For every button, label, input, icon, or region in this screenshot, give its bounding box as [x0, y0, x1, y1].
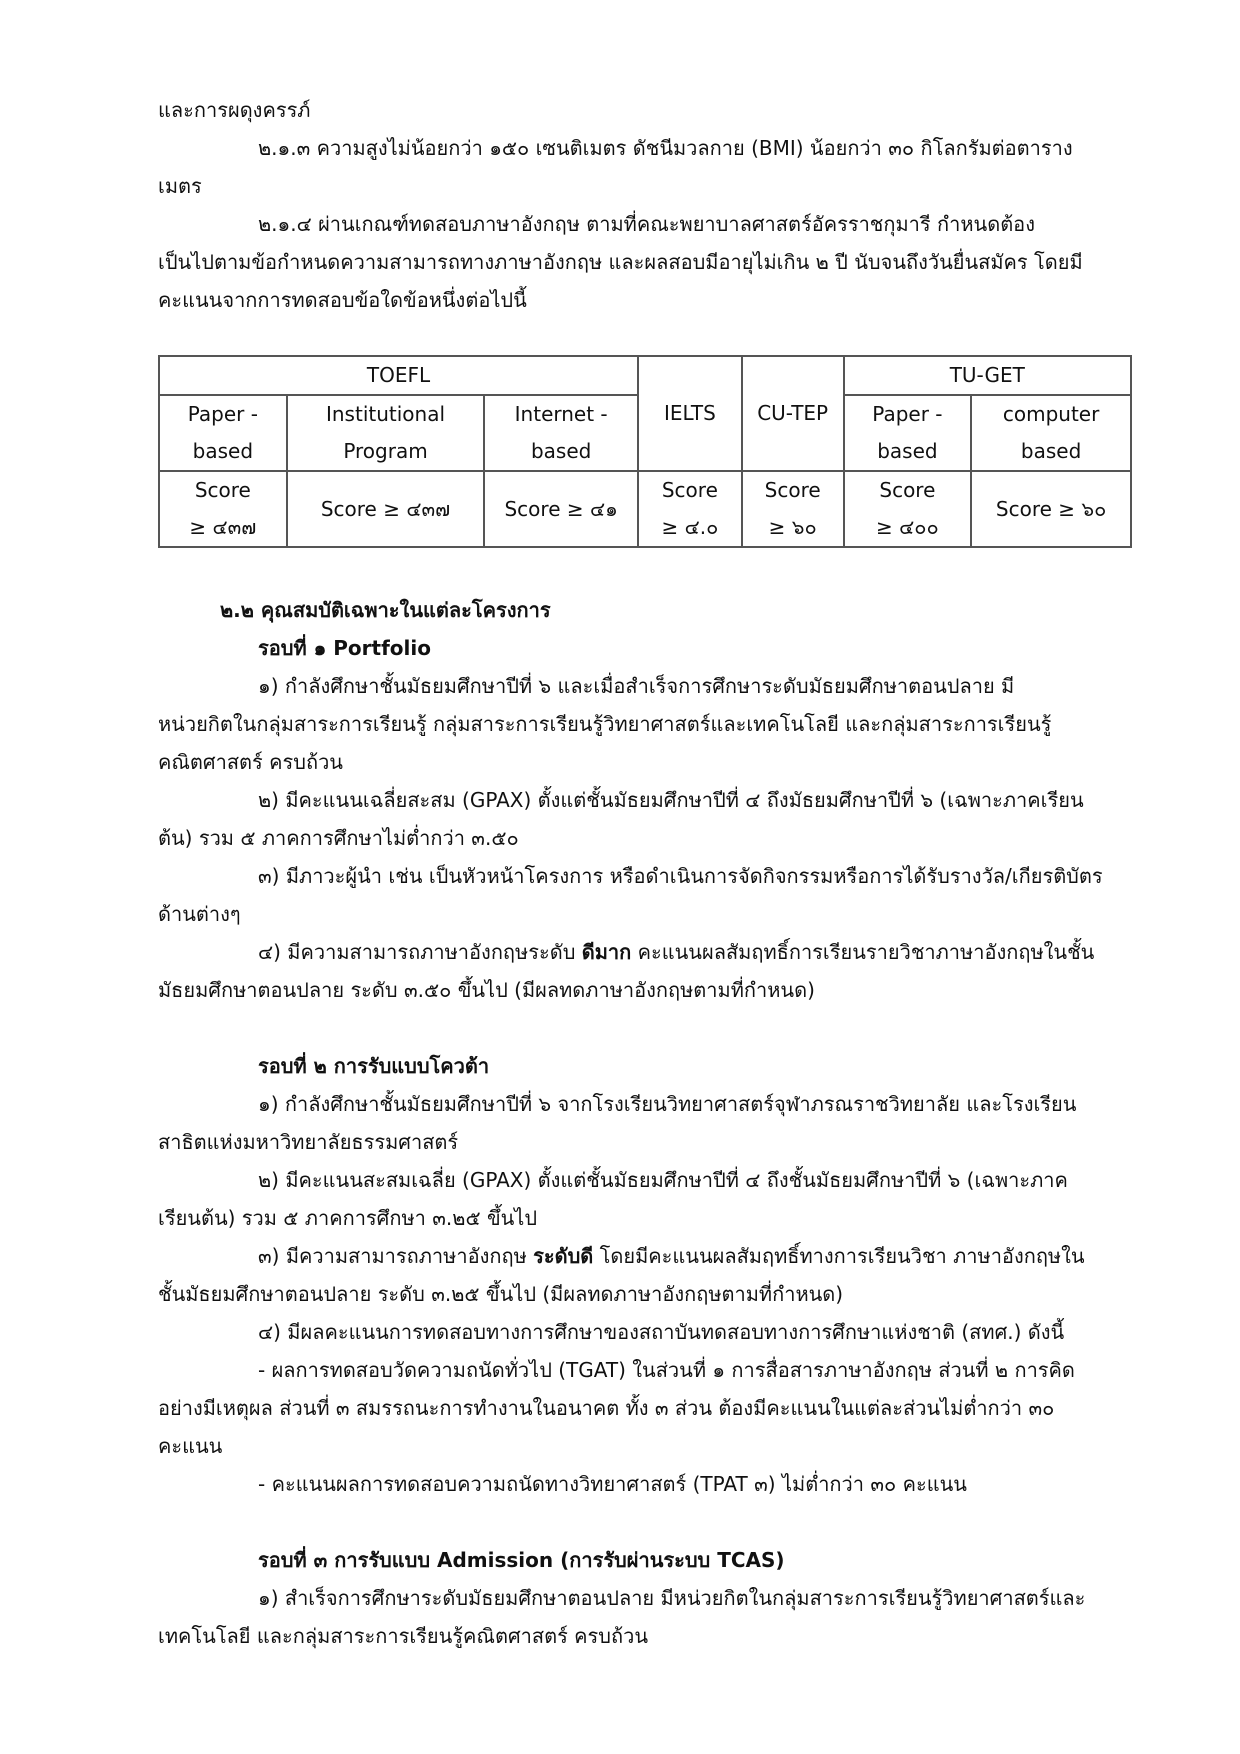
- text-line: เป็นไปตามข้อกำหนดความสามารถทางภาษาอังกฤษ และผลสอบมีอายุไม่เกิน ๒ ปี นับจนถึงวันยื่นสมัคร โดยมี: [158, 250, 1083, 274]
- header-toefl: TOEFL: [159, 356, 638, 395]
- text-line: ด้านต่างๆ: [158, 902, 241, 926]
- score-ielts: Score ≥ ๔.๐: [638, 471, 742, 547]
- round-3-heading: รอบที่ ๓ การรับแบบ Admission (การรับผ่านระบบ TCAS): [258, 1548, 785, 1572]
- criterion-2-1-4: ๒.๑.๔ ผ่านเกณฑ์ทดสอบภาษาอังกฤษ ตามที่คณะพยาบาลศาสตร์อัครราชกุมารี กำหนดต้อง: [258, 212, 1035, 236]
- round-2-item-3: ๓) มีความสามารถภาษาอังกฤษ ระดับดี โดยมีคะแนนผลสัมฤทธิ์ทางการเรียนวิชา ภาษาอังกฤษใน: [258, 1244, 1085, 1268]
- header-tuget: TU-GET: [844, 356, 1131, 395]
- round-2-heading: รอบที่ ๒ การรับแบบโควต้า: [258, 1054, 490, 1078]
- section-heading-2-2: ๒.๒ คุณสมบัติเฉพาะในแต่ละโครงการ: [220, 598, 551, 622]
- round-1-item-1: ๑) กำลังศึกษาชั้นมัธยมศึกษาปีที่ ๖ และเมื่อสำเร็จการศึกษาระดับมัธยมศึกษาตอนปลาย มี: [258, 674, 1015, 698]
- round-2-item-2: ๒) มีคะแนนสะสมเฉลี่ย (GPAX) ตั้งแต่ชั้นมัธยมศึกษาปีที่ ๔ ถึงชั้นมัธยมศึกษาปีที่ ๖ (เฉพาะภาค: [258, 1168, 1068, 1192]
- text-line: ชั้นมัธยมศึกษาตอนปลาย ระดับ ๓.๒๕ ขึ้นไป (มีผลทดภาษาอังกฤษตามที่กำหนด): [158, 1282, 844, 1306]
- text-line: หน่วยกิตในกลุ่มสาระการเรียนรู้ กลุ่มสาระการเรียนรู้วิทยาศาสตร์และเทคโนโลยี และกลุ่มสาระการเรียนรู้: [158, 712, 1052, 736]
- subheader-institutional-program: Institutional Program: [287, 395, 485, 471]
- subheader-tuget-paper-based: Paper - based: [844, 395, 972, 471]
- round-2-item-4: ๔) มีผลคะแนนการทดสอบทางการศึกษาของสถาบันทดสอบทางการศึกษาแห่งชาติ (สทศ.) ดังนี้: [258, 1320, 1065, 1344]
- text-line: คะแนนจากการทดสอบข้อใดข้อหนึ่งต่อไปนี้: [158, 288, 527, 312]
- text-line: เรียนต้น) รวม ๕ ภาคการศึกษา ๓.๒๕ ขึ้นไป: [158, 1206, 538, 1230]
- round-1-heading: รอบที่ ๑ Portfolio: [258, 636, 431, 660]
- text-line: และการผดุงครรภ์: [158, 98, 311, 122]
- round-3-item-1: ๑) สำเร็จการศึกษาระดับมัธยมศึกษาตอนปลาย มีหน่วยกิตในกลุ่มสาระการเรียนรู้วิทยาศาสตร์และ: [258, 1586, 1086, 1610]
- round-1-item-2: ๒) มีคะแนนเฉลี่ยสะสม (GPAX) ตั้งแต่ชั้นมัธยมศึกษาปีที่ ๔ ถึงมัธยมศึกษาปีที่ ๖ (เฉพาะภาคเรียน: [258, 788, 1084, 812]
- english-score-table: [158, 355, 1132, 548]
- subheader-paper-based: Paper - based: [159, 395, 287, 471]
- score-toefl-institutional: Score ≥ ๔๓๗: [287, 471, 485, 547]
- round-2-item-4-tpat: - คะแนนผลการทดสอบความถนัดทางวิทยาศาสตร์ (TPAT ๓) ไม่ต่ำกว่า ๓๐ คะแนน: [258, 1472, 967, 1496]
- round-2-item-1: ๑) กำลังศึกษาชั้นมัธยมศึกษาปีที่ ๖ จากโรงเรียนวิทยาศาสตร์จุฬาภรณราชวิทยาลัย และโรงเรียน: [258, 1092, 1077, 1116]
- text-line: ต้น) รวม ๕ ภาคการศึกษาไม่ต่ำกว่า ๓.๕๐: [158, 826, 519, 850]
- score-toefl-paper: Score ≥ ๔๓๗: [159, 471, 287, 547]
- round-1-item-3: ๓) มีภาวะผู้นำ เช่น เป็นหัวหน้าโครงการ หรือดำเนินการจัดกิจกรรมหรือการได้รับรางวัล/เกียรติบัตร: [258, 864, 1103, 888]
- score-cutep: Score ≥ ๖๐: [742, 471, 844, 547]
- text-line: มัธยมศึกษาตอนปลาย ระดับ ๓.๕๐ ขึ้นไป (มีผลทดภาษาอังกฤษตามที่กำหนด): [158, 978, 815, 1002]
- round-1-item-4: ๔) มีความสามารถภาษาอังกฤษระดับ ดีมาก คะแนนผลสัมฤทธิ์การเรียนรายวิชาภาษาอังกฤษในชั้น: [258, 940, 1095, 964]
- text-line: คณิตศาสตร์ ครบถ้วน: [158, 750, 343, 774]
- score-tuget-computer: Score ≥ ๖๐: [971, 471, 1131, 547]
- score-toefl-internet: Score ≥ ๔๑: [484, 471, 638, 547]
- text-line: เทคโนโลยี และกลุ่มสาระการเรียนรู้คณิตศาสตร์ ครบถ้วน: [158, 1624, 649, 1648]
- text-line: เมตร: [158, 174, 202, 198]
- header-cutep: CU-TEP: [742, 356, 844, 471]
- text-line: สาธิตแห่งมหาวิทยาลัยธรรมศาสตร์: [158, 1130, 459, 1154]
- text-line: คะแนน: [158, 1434, 223, 1458]
- subheader-internet-based: Internet - based: [484, 395, 638, 471]
- header-ielts: IELTS: [638, 356, 742, 471]
- subheader-computer-based: computer based: [971, 395, 1131, 471]
- round-2-item-4-tgat: - ผลการทดสอบวัดความถนัดทั่วไป (TGAT) ในส่วนที่ ๑ การสื่อสารภาษาอังกฤษ ส่วนที่ ๒ การคิด: [258, 1358, 1075, 1382]
- criterion-2-1-3: ๒.๑.๓ ความสูงไม่น้อยกว่า ๑๕๐ เซนติเมตร ดัชนีมวลกาย (BMI) น้อยกว่า ๓๐ กิโลกรัมต่อตาราง: [258, 136, 1073, 160]
- score-tuget-paper: Score ≥ ๔๐๐: [844, 471, 972, 547]
- text-line: อย่างมีเหตุผล ส่วนที่ ๓ สมรรถนะการทำงานในอนาคต ทั้ง ๓ ส่วน ต้องมีคะแนนในแต่ละส่วนไม่ต่ำกว่า ๓๐: [158, 1396, 1055, 1420]
